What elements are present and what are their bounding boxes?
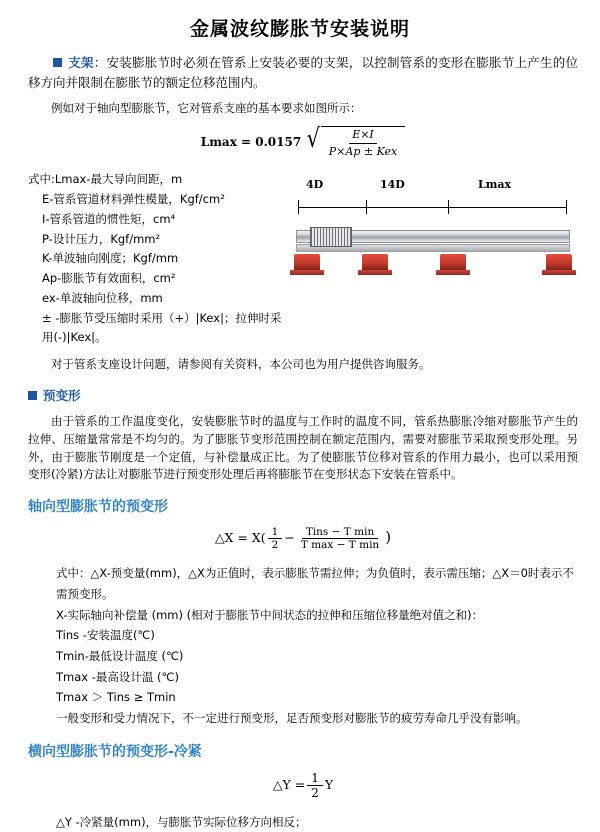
- section-heading-support: [28, 53, 578, 93]
- equation-axial-half-num: 1: [268, 526, 283, 539]
- formula-lmax-content: [200, 123, 405, 159]
- document-page: [0, 14, 600, 829]
- axial-note-5: Tmax -最高设计温 (℃): [56, 669, 179, 684]
- equation-lateral-den: 2: [311, 785, 319, 800]
- legend-item-k: K-单波轴向刚度；Kgf/mm: [42, 251, 179, 266]
- equation-lateral-lhs: △Y =: [272, 776, 306, 792]
- square-bullet-icon-2: [28, 391, 37, 400]
- lateral-notes: [28, 812, 578, 832]
- equation-axial-lhs: △X = X(: [214, 530, 266, 546]
- diagram-tick-4: [566, 200, 567, 214]
- axial-note-2: X-实际轴向补偿量 (mm) (相对于膨胀节中间状态的拉伸和压缩位移量绝对值之和)：: [56, 607, 484, 622]
- axial-note-6: Tmax ＞ Tins ≥ Tmin: [56, 690, 176, 705]
- equation-lateral: [28, 771, 578, 800]
- diagram-pipe-area: [288, 200, 578, 280]
- equation-axial-rhs: ): [385, 528, 392, 547]
- legend-list: [28, 170, 286, 348]
- diagram-bellows: [310, 227, 352, 247]
- diagram-support-2: [362, 254, 388, 270]
- formula-lmax-lhs: Lmax = 0.0157: [200, 135, 302, 150]
- legend-item-sign: ± -膨胀节受压缩时采用（+）|Kex|；拉伸时采用(-)|Kex|。: [42, 310, 282, 345]
- legend-item-p: P-设计压力，Kgf/mm²: [42, 231, 161, 246]
- formula-lmax: [28, 123, 578, 159]
- diagram-support-4: [546, 254, 572, 270]
- paragraph-example: 例如对于轴向型膨胀节，它对管系支座的基本要求如图所示：: [51, 101, 362, 115]
- diagram-span-14d: [366, 207, 448, 208]
- section-heading-predeform-label: 预变形: [43, 388, 81, 404]
- section-heading-support-label: 支架: [68, 55, 94, 70]
- equation-axial-frac: [297, 526, 383, 551]
- formula-denominator: P×Ap ± Kex: [328, 144, 398, 158]
- equation-axial-half: [268, 526, 283, 551]
- equation-axial-frac-den: T max − T min: [300, 539, 380, 552]
- legend-item-ap: Ap-膨胀节有效面积，cm²: [42, 271, 176, 286]
- legend-diagram-row: [28, 168, 578, 348]
- diagram-support-1: [294, 254, 320, 270]
- sqrt-icon: √: [306, 123, 321, 154]
- axial-note-7: 一般变形和受力情况下，不一定进行预变形，足否预变形对膨胀节的疲劳寿命几乎没有影响。: [56, 711, 528, 726]
- legend-item-lmax: 式中:Lmax-最大导向间距，m: [28, 172, 183, 187]
- square-bullet-icon: [53, 58, 62, 67]
- page-title: 金属波纹膨胀节安装说明: [189, 18, 410, 40]
- diagram-label-lmax: Lmax: [478, 178, 512, 192]
- section-heading-predeform: [28, 386, 578, 406]
- equation-lateral-frac: [307, 771, 323, 800]
- sqrt-group: [305, 123, 405, 159]
- equation-axial-frac-num: Tins − T min: [302, 526, 378, 539]
- equation-lateral-rhs: Y: [324, 776, 334, 792]
- formula-fraction: [321, 126, 405, 159]
- diagram-label-4d: 4D: [306, 178, 324, 192]
- legend-item-ex: ex-单波轴向位移，mm: [42, 290, 163, 305]
- diagram-label-14d: 14D: [380, 178, 405, 192]
- equation-axial-minus: −: [284, 530, 295, 546]
- subheading-axial: 轴向型膨胀节的预变形: [28, 499, 168, 516]
- section-heading-support-rest: ：安装膨胀节时必须在管系上安装必要的支架，以控制管系的变形在膨胀节上产生的位移方向并限制在膨胀节的额定位移范围内。: [28, 55, 578, 90]
- axial-note-1: 式中：△X-预变量(mm)，△X为正值时，表示膨胀节需拉伸；为负值时，表示需压缩；△X＝0时表示不需预变形。: [56, 566, 574, 601]
- subheading-lateral: 横向型膨胀节的预变形-冷紧: [28, 743, 202, 760]
- paragraph-support-closing: 对于管系支座设计问题，请参阅有关资料，本公司也为用户提供咨询服务。: [51, 357, 431, 372]
- diagram-container: [286, 168, 578, 288]
- legend-item-i: I-管系管道的惯性矩，cm⁴: [42, 211, 176, 226]
- diagram-dimension-labels: [288, 178, 578, 200]
- lateral-note-1: △Y -冷紧量(mm)，与膨胀节实际位移方向相反；: [56, 814, 307, 829]
- diagram-support-3: [440, 254, 466, 270]
- document-body: [0, 53, 600, 832]
- axial-note-4: Tmin-最低设计温度 (℃): [56, 649, 184, 664]
- expansion-joint-diagram: [288, 178, 578, 288]
- equation-axial-half-den: 2: [271, 539, 279, 552]
- axial-notes: [28, 563, 578, 729]
- legend-item-e: E-管系管道材料弹性模量，Kgf/cm²: [42, 192, 225, 207]
- formula-numerator: E×I: [349, 128, 377, 144]
- paragraph-predeform: 由于管系的工作温度变化，安装膨胀节时的温度与工作时的温度不同，管系热膨胀冷缩对膨胀节产生的拉伸、压缩量常常是不均匀的。为了膨胀节变形范围控制在额定范围内，需要对膨胀节采取预变形处理。另外，由于膨胀节刚度是一个定值，与补偿量成正比。为了使膨胀节位移对管系的作用力最小，也可以采用预变形(冷紧)方法让对膨胀节进行预变形处理后再将膨胀节在变形状态下安装在管系中。: [28, 414, 578, 482]
- diagram-span-4d: [298, 207, 366, 208]
- diagram-span-lmax: [448, 207, 566, 208]
- equation-axial: [28, 526, 578, 551]
- equation-lateral-num: 1: [307, 771, 323, 786]
- axial-note-3: Tins -安装温度(℃): [56, 628, 155, 643]
